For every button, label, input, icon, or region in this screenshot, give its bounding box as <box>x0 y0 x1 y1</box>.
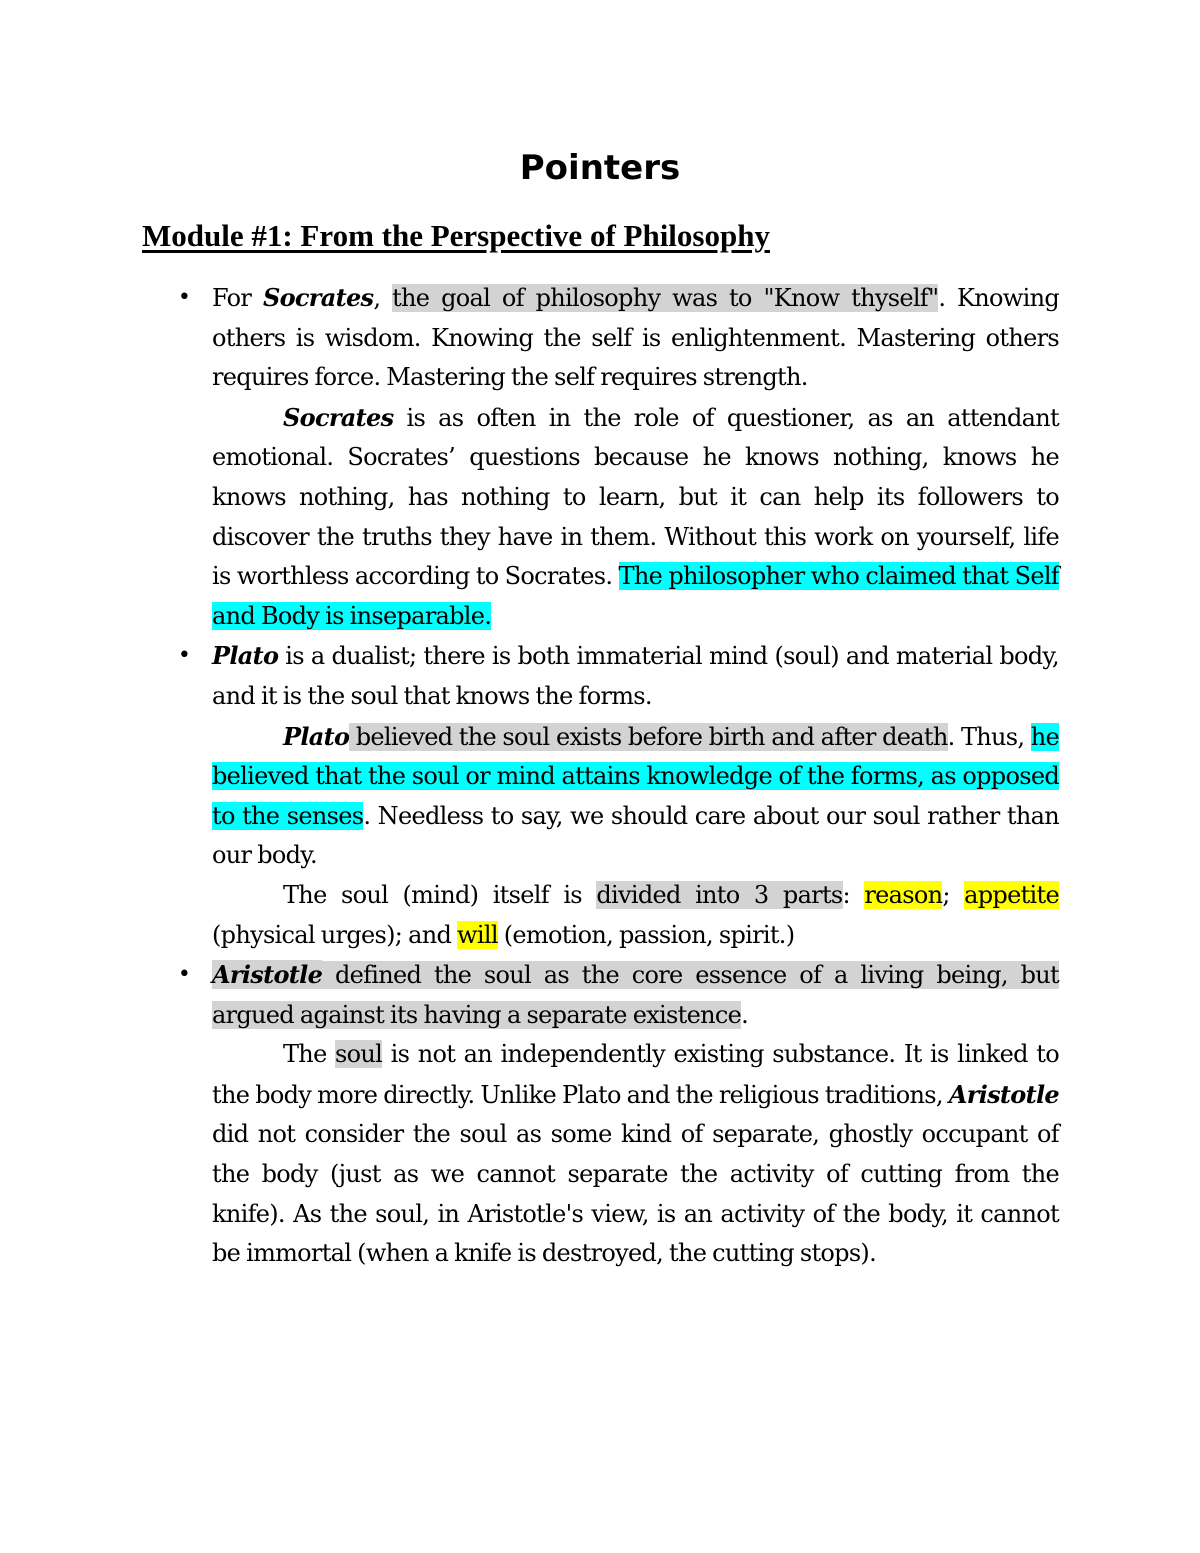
highlight-yellow-will: will <box>457 920 498 949</box>
text-span: . <box>741 1000 749 1029</box>
name-socrates: Socrates <box>283 402 394 432</box>
text-span: For <box>212 284 263 312</box>
text-span: The soul (mind) itself is <box>283 880 597 909</box>
plato-paragraph-3 <box>212 876 1059 955</box>
text-span: is a dualist; there is both immaterial mind (soul) and material body, and it is the soul that knows the forms. <box>212 642 1059 710</box>
highlight-gray-soul: soul <box>335 1040 383 1069</box>
aristotle-paragraph-2 <box>212 1035 1059 1274</box>
text-span: (physical urges); and <box>212 920 458 949</box>
module-heading: Module #1: From the Perspective of Philosophy <box>142 218 770 253</box>
aristotle-paragraph-1 <box>212 955 1059 1035</box>
name-plato: Plato <box>212 641 279 671</box>
text-span: , <box>373 284 393 312</box>
bullet-item-aristotle <box>177 955 1059 1274</box>
plato-paragraph-1 <box>212 636 1059 716</box>
highlight-gray: the goal of philosophy was to "Know thyself" <box>392 284 939 312</box>
text-span: (emotion, passion, spirit.) <box>497 920 795 949</box>
bullet-icon: • <box>177 962 191 988</box>
highlight-yellow-appetite: appetite <box>964 880 1059 909</box>
bullet-icon: • <box>177 285 191 310</box>
highlight-gray: defined the soul as the core essence of a living being, but argued against its having a separate existence <box>212 961 1059 1029</box>
text-span: is as often in the role of questioner, as an attendant emotional. Socrates’ questions because he knows nothing, knows he knows nothing, has nothing to learn, but it can help its followers to discover the truths they have in them. Without this work on yourself, life is worthless according to Socrates. <box>212 403 1059 591</box>
text-span: . Thus, <box>947 722 1031 751</box>
name-plato: Plato <box>283 721 350 751</box>
text-span: . Knowing others is wisdom. Knowing the self is enlightenment. Mastering others requires force. Mastering the self requires strength. <box>212 284 1060 392</box>
highlight-cyan: he believed that the soul or mind attains knowledge of the forms, as opposed to the senses <box>212 722 1060 830</box>
text-span: is not an independently existing substance. It is linked to the body more directly. Unlike Plato and the religious traditions, <box>212 1040 1059 1109</box>
bullet-item-plato <box>177 636 1060 955</box>
name-aristotle: Aristotle <box>948 1079 1059 1109</box>
highlight-gray: believed the soul exists before birth and after death <box>349 722 948 751</box>
socrates-paragraph-2 <box>212 398 1059 637</box>
plato-paragraph-2 <box>212 717 1059 876</box>
pointer-list <box>177 278 1060 1274</box>
bullet-icon: • <box>177 643 191 669</box>
bullet-item-socrates <box>177 278 1060 636</box>
text-span: ; <box>942 880 965 909</box>
text-span: . Needless to say, we should care about our soul rather than our body. <box>212 801 1059 870</box>
highlight-gray: divided into 3 parts <box>596 880 843 909</box>
name-aristotle: Aristotle <box>212 960 323 990</box>
text-span: The <box>283 1040 336 1069</box>
page-title: Pointers <box>519 148 681 188</box>
text-span: : <box>842 880 865 909</box>
highlight-cyan: The philosopher who claimed that Self and Body is inseparable. <box>212 562 1059 630</box>
highlight-yellow-reason: reason <box>864 880 943 909</box>
text-span: did not consider the soul as some kind of separate, ghostly occupant of the body (just as we cannot separate the activity of cutting from the knife). As the soul, in Aristotle's view, is an activity of the body, it cannot be immortal (when a knife is destroyed, the cutting stops). <box>212 1120 1059 1268</box>
name-socrates: Socrates <box>262 283 374 312</box>
socrates-paragraph-1 <box>212 278 1059 398</box>
